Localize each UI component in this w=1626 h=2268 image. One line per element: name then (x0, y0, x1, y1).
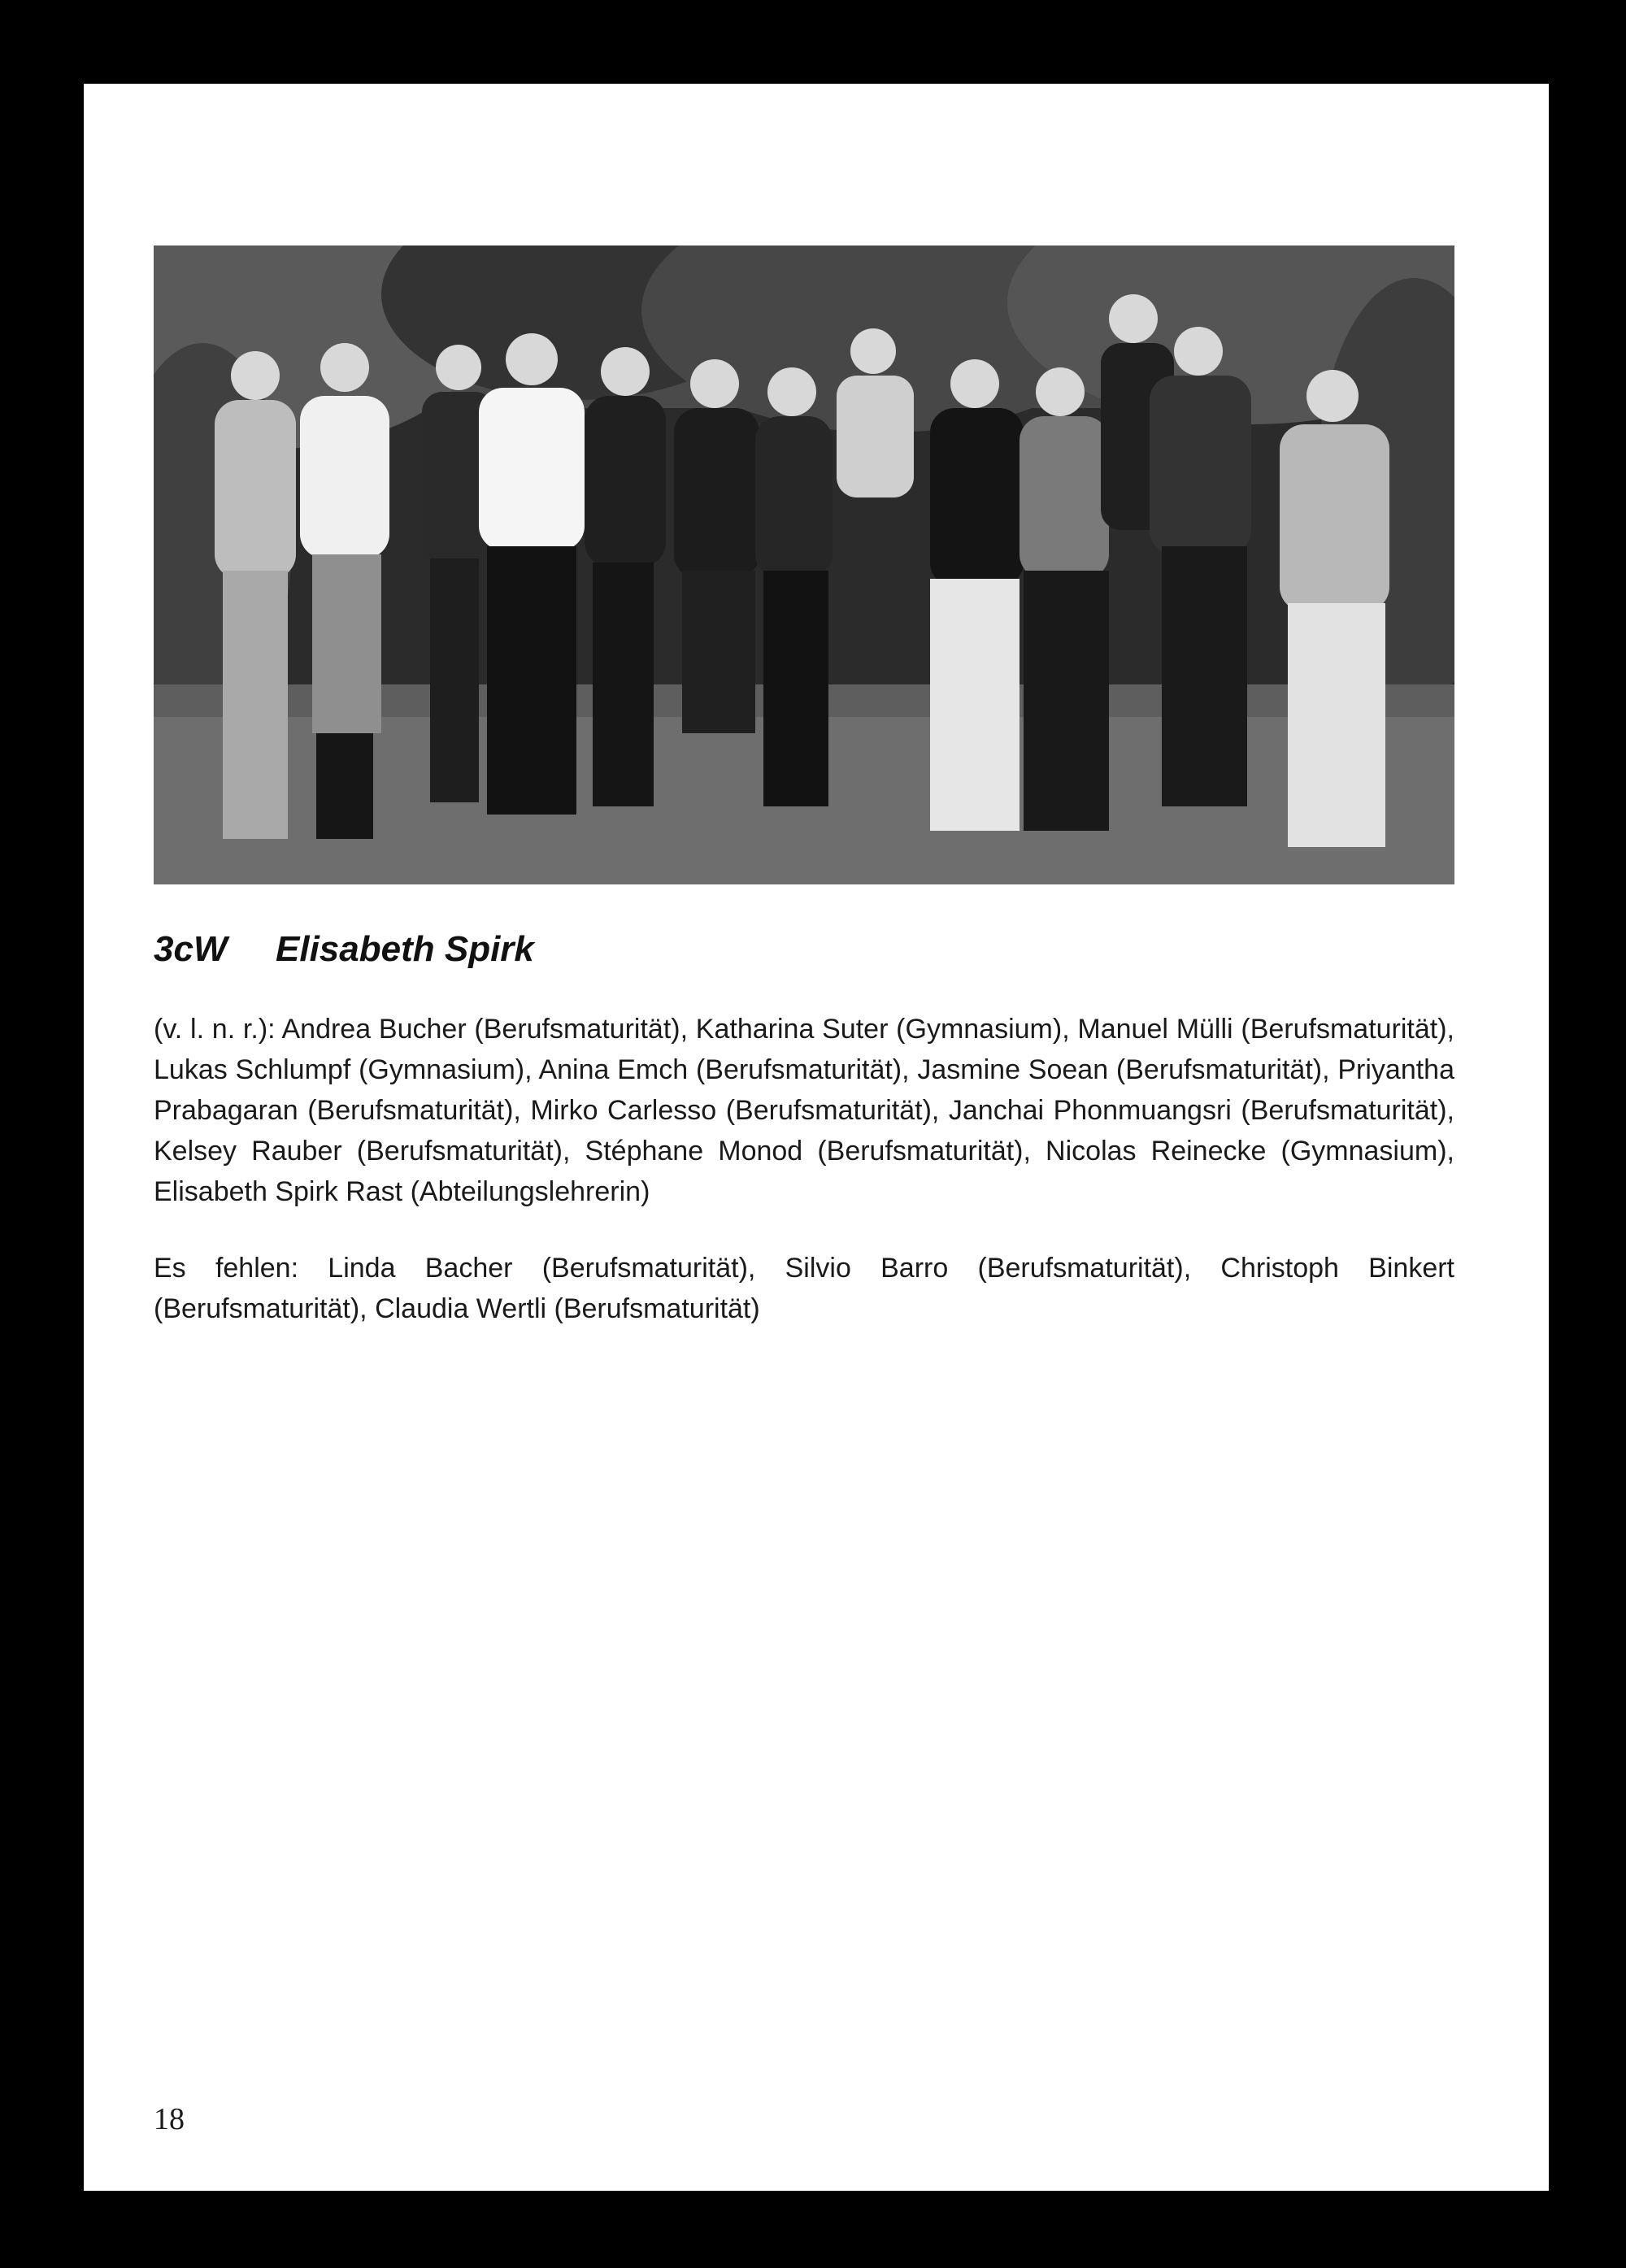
class-group-photo (154, 245, 1454, 884)
class-group-photo-graphic (154, 245, 1454, 884)
page (84, 84, 1549, 2191)
page-number: 18 (154, 2102, 185, 2136)
class-heading (154, 929, 534, 970)
photo-caption-missing: Es fehlen: Linda Bacher (Berufsmaturität), Silvio Barro (Berufsmaturität), Christoph Binkert (Berufsmaturität), Claudia Wertli (Berufsmaturität) (154, 1253, 1454, 1324)
photo-caption-names: (v. l. n. r.): Andrea Bucher (Berufsmaturität), Katharina Suter (Gymnasium), Manuel Mülli (Berufsmaturität), Lukas Schlumpf (Gymnasium), Anina Emch (Berufsmaturität), Jasmine Soean (Berufsmaturität), Priyantha Prabagaran (Berufsmaturität), Mirko Carlesso (Berufsmaturität), Janchai Phonmuangsri (Berufsmaturität), Kelsey Rauber (Berufsmaturität), Stéphane Monod (Berufsmaturität), Nicolas Reinecke (Gymnasium), Elisabeth Spirk Rast (Abteilungslehrerin) (154, 1014, 1454, 1207)
class-code: 3cW (154, 929, 228, 969)
teacher-name: Elisabeth Spirk (276, 929, 534, 969)
